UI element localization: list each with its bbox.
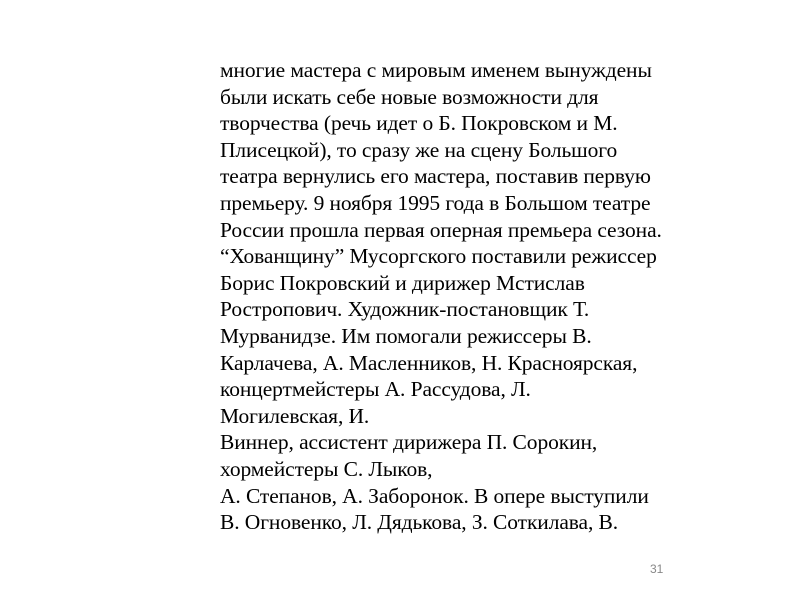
text-line: творчества (речь идет о Б. Покровском и М. bbox=[220, 111, 618, 136]
text-line: были искать себе новые возможности для bbox=[220, 84, 599, 109]
text-line: В. Огновенко, Л. Дядькова, З. Соткилава, В. bbox=[220, 510, 619, 535]
page-number: 31 bbox=[650, 562, 664, 576]
text-line: хормейстеры С. Лыков, bbox=[220, 456, 433, 481]
body-text bbox=[220, 57, 690, 536]
text-line: Плисецкой), то сразу же на сцену Большого bbox=[220, 137, 618, 162]
text-line: России прошла первая оперная премьера сезона. bbox=[220, 217, 662, 242]
text-line: “Хованщину” Мусоргского поставили режиссер bbox=[220, 244, 657, 269]
text-line: Могилевская, И. bbox=[220, 403, 370, 428]
text-line: Мурванидзе. Им помогали режиссеры В. bbox=[220, 323, 592, 348]
text-line: Карлачева, А. Масленников, Н. Красноярская, bbox=[220, 350, 638, 375]
text-line: А. Степанов, А. Заборонок. В опере выступили bbox=[220, 483, 649, 508]
text-line: премьеру. 9 ноября 1995 года в Большом театре bbox=[220, 190, 651, 215]
text-line: Борис Покровский и дирижер Мстислав bbox=[220, 270, 585, 295]
text-line: Виннер, ассистент дирижера П. Сорокин, bbox=[220, 430, 598, 455]
text-line: театра вернулись его мастера, поставив первую bbox=[220, 164, 651, 189]
text-line: концертмейстеры А. Рассудова, Л. bbox=[220, 377, 531, 402]
text-line: Ростропович. Художник-постановщик Т. bbox=[220, 297, 590, 322]
text-line: многие мастера с мировым именем вынуждены bbox=[220, 58, 652, 82]
